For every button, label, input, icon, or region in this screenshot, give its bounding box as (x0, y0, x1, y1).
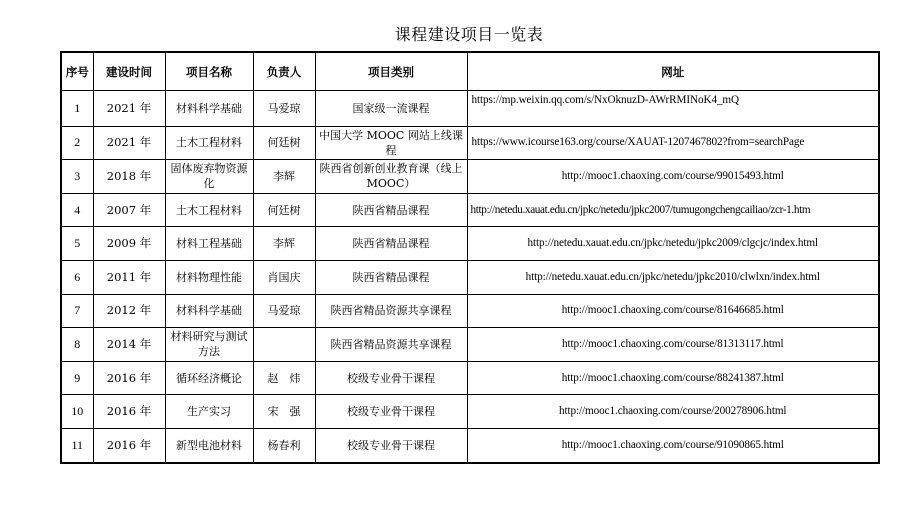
row-year: 2012 年 (93, 294, 165, 328)
table-row (61, 227, 879, 261)
table-row (61, 260, 879, 294)
header-name: 项目名称 (165, 52, 253, 91)
table-row (61, 294, 879, 328)
row-owner: 杨春利 (253, 428, 315, 462)
row-name: 材料科学基础 (165, 91, 253, 127)
row-year: 2021 年 (93, 91, 165, 127)
table-row (61, 126, 879, 160)
row-category: 陕西省精品课程 (315, 193, 467, 227)
row-no: 2 (61, 126, 93, 160)
table-header-row (61, 52, 879, 91)
row-owner: 马爱琼 (253, 294, 315, 328)
row-url[interactable]: http://netedu.xauat.edu.cn/jpkc/netedu/jpkc2010/clwlxn/index.html (467, 260, 879, 294)
row-url[interactable]: http://mooc1.chaoxing.com/course/99015493.html (467, 160, 879, 194)
header-no: 序号 (61, 52, 93, 91)
header-category: 项目类别 (315, 52, 467, 91)
row-name: 材料科学基础 (165, 294, 253, 328)
row-year: 2011 年 (93, 260, 165, 294)
header-url: 网址 (467, 52, 879, 91)
row-name: 土木工程材料 (165, 193, 253, 227)
row-owner: 赵 炜 (253, 361, 315, 395)
row-url[interactable]: https://www.icourse163.org/course/XAUAT-1207467802?from=searchPage (467, 126, 879, 160)
row-category: 校级专业骨干课程 (315, 395, 467, 429)
row-owner: 何廷树 (253, 126, 315, 160)
table-row (61, 395, 879, 429)
row-no: 7 (61, 294, 93, 328)
row-owner: 马爱琼 (253, 91, 315, 127)
row-owner: 何廷树 (253, 193, 315, 227)
row-name: 材料工程基础 (165, 227, 253, 261)
row-url[interactable]: http://mooc1.chaoxing.com/course/81646685.html (467, 294, 879, 328)
row-name: 循环经济概论 (165, 361, 253, 395)
row-owner: 肖国庆 (253, 260, 315, 294)
row-year: 2014 年 (93, 328, 165, 362)
row-url[interactable]: http://netedu.xauat.edu.cn/jpkc/netedu/jpkc2007/tumugongchengcailiao/zcr-1.htm (467, 193, 879, 227)
row-year: 2016 年 (93, 428, 165, 462)
row-url[interactable]: http://mooc1.chaoxing.com/course/88241387.html (467, 361, 879, 395)
row-name: 生产实习 (165, 395, 253, 429)
project-table (60, 51, 880, 464)
row-category: 国家级一流课程 (315, 91, 467, 127)
table-row (61, 428, 879, 462)
row-no: 9 (61, 361, 93, 395)
row-owner: 李辉 (253, 227, 315, 261)
row-category: 陕西省精品课程 (315, 260, 467, 294)
row-category: 陕西省创新创业教育课（线上 MOOC） (315, 160, 467, 194)
row-no: 11 (61, 428, 93, 462)
row-category: 校级专业骨干课程 (315, 428, 467, 462)
table-row (61, 193, 879, 227)
table-row (61, 91, 879, 127)
row-category: 校级专业骨干课程 (315, 361, 467, 395)
row-no: 3 (61, 160, 93, 194)
row-year: 2016 年 (93, 361, 165, 395)
row-no: 6 (61, 260, 93, 294)
row-name: 固体废弃物资源化 (165, 160, 253, 194)
row-no: 4 (61, 193, 93, 227)
row-year: 2007 年 (93, 193, 165, 227)
row-url[interactable]: http://netedu.xauat.edu.cn/jpkc/netedu/jpkc2009/clgcjc/index.html (467, 227, 879, 261)
table-row (61, 160, 879, 194)
row-url[interactable]: http://mooc1.chaoxing.com/course/200278906.html (467, 395, 879, 429)
header-owner: 负责人 (253, 52, 315, 91)
row-no: 10 (61, 395, 93, 429)
table-row (61, 361, 879, 395)
row-year: 2009 年 (93, 227, 165, 261)
row-name: 材料物理性能 (165, 260, 253, 294)
row-name: 新型电池材料 (165, 428, 253, 462)
row-category: 中国大学 MOOC 网站上线课程 (315, 126, 467, 160)
row-no: 8 (61, 328, 93, 362)
row-category: 陕西省精品资源共享课程 (315, 328, 467, 362)
table-row (61, 328, 879, 362)
row-year: 2016 年 (93, 395, 165, 429)
row-owner (253, 328, 315, 362)
row-no: 1 (61, 91, 93, 127)
row-category: 陕西省精品课程 (315, 227, 467, 261)
row-name: 材料研究与测试方法 (165, 328, 253, 362)
row-year: 2018 年 (93, 160, 165, 194)
row-url[interactable]: http://mooc1.chaoxing.com/course/81313117.html (467, 328, 879, 362)
row-url[interactable]: http://mooc1.chaoxing.com/course/91090865.html (467, 428, 879, 462)
row-name: 土木工程材料 (165, 126, 253, 160)
row-url[interactable]: https://mp.weixin.qq.com/s/NxOknuzD-AWrRMINoK4_mQ (467, 91, 879, 127)
row-year: 2021 年 (93, 126, 165, 160)
row-owner: 宋 强 (253, 395, 315, 429)
row-no: 5 (61, 227, 93, 261)
header-time: 建设时间 (93, 52, 165, 91)
row-owner: 李辉 (253, 160, 315, 194)
row-category: 陕西省精品资源共享课程 (315, 294, 467, 328)
page-title: 课程建设项目一览表 (394, 25, 544, 44)
